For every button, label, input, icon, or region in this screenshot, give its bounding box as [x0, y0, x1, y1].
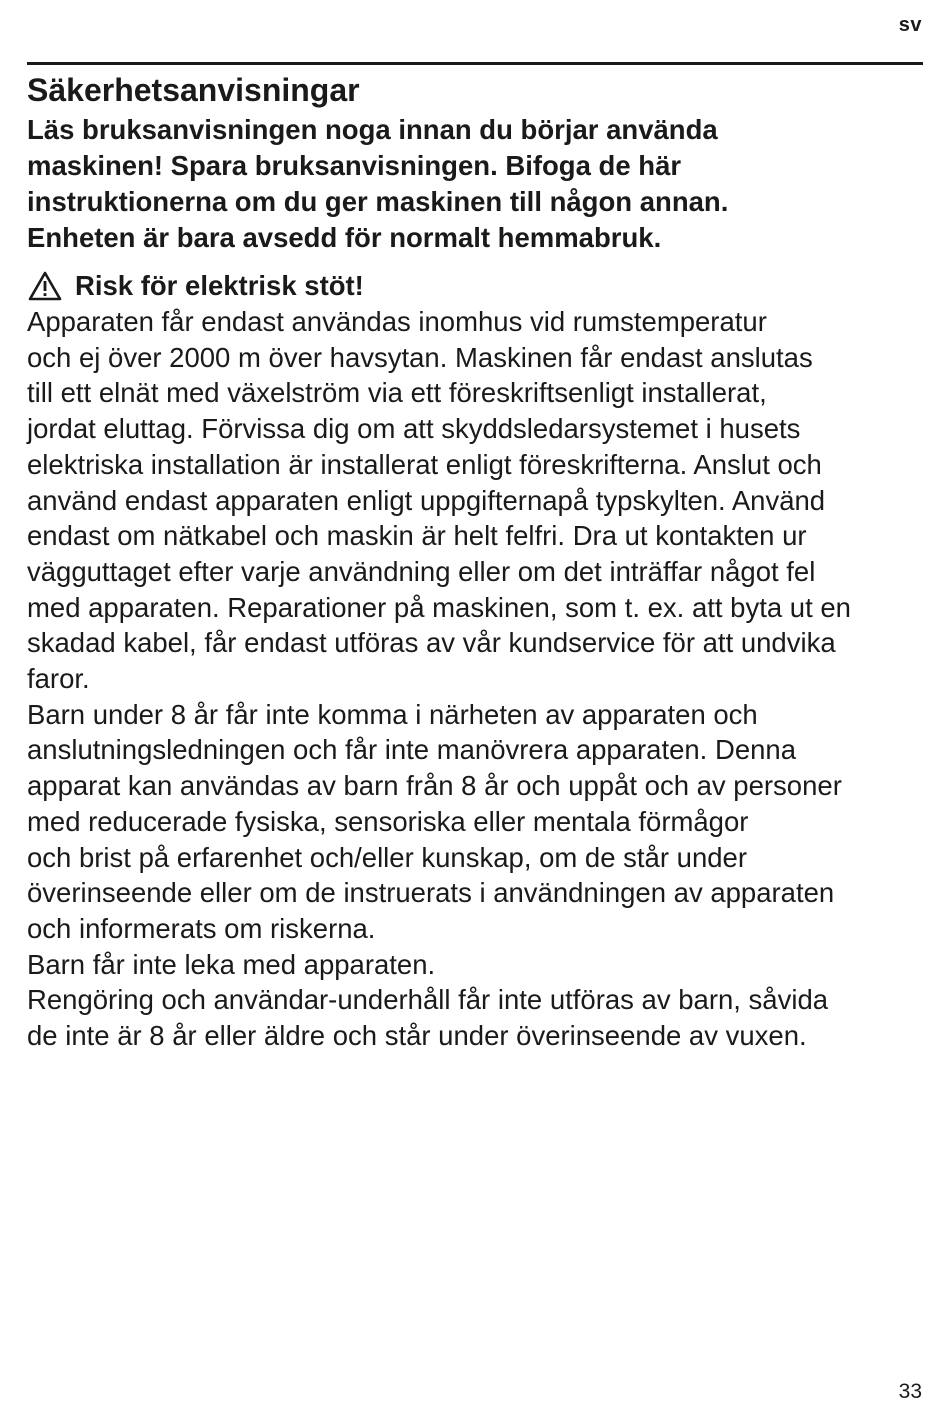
text-line: endast om nätkabel och maskin är helt felfri. Dra ut kontakten ur [27, 520, 807, 552]
text-line: elektriska installation är installerat enligt föreskrifterna. Anslut och [27, 448, 822, 480]
header-rule [27, 62, 923, 65]
language-code: sv [898, 14, 922, 36]
text-line: apparat kan användas av barn från 8 år och uppåt och av personer [27, 770, 842, 802]
intro-line: instruktionerna om du ger maskinen till någon annan. [27, 186, 729, 217]
intro-line: Läs bruksanvisningen noga innan du börjar använda [27, 114, 718, 145]
paragraph-cleaning [27, 982, 927, 1053]
paragraph-play [27, 947, 927, 983]
text-line: och informerats om riskerna. [27, 912, 376, 944]
paragraph-electrical [27, 304, 927, 697]
warning-heading [27, 268, 927, 304]
text-line: jordat eluttag. Förvissa dig om att skyddsledarsystemet i husets [27, 413, 801, 445]
warning-triangle-icon [27, 270, 63, 302]
intro-text [27, 112, 927, 256]
page-title: Säkerhetsanvisningar [27, 72, 360, 108]
text-line: vägguttaget efter varje användning eller om det inträffar något fel [27, 555, 816, 587]
text-line: faror. [27, 663, 90, 695]
page-number: 33 [898, 1380, 922, 1403]
page-content [27, 68, 927, 1054]
text-line: Rengöring och användar-underhåll får inte utföras av barn, såvida [27, 984, 829, 1016]
text-line: skadad kabel, får endast utföras av vår kundservice för att undvika [27, 627, 836, 659]
text-line: och brist på erfarenhet och/eller kunskap, om de står under [27, 841, 747, 873]
warning-text: Risk för elektrisk stöt! [75, 270, 364, 301]
text-line: överinseende eller om de instruerats i användningen av apparaten [27, 877, 835, 909]
text-line: använd endast apparaten enligt uppgifternapå typskylten. Använd [27, 484, 826, 516]
text-line: med apparaten. Reparationer på maskinen, som t. ex. att byta ut en [27, 591, 851, 623]
paragraph-children [27, 697, 927, 947]
text-line: Apparaten får endast användas inomhus vid rumstemperatur [27, 306, 767, 337]
text-line: de inte är 8 år eller äldre och står under överinseende av vuxen. [27, 1020, 807, 1052]
text-line: och ej över 2000 m över havsytan. Maskinen får endast anslutas [27, 341, 813, 373]
text-line: Barn får inte leka med apparaten. [27, 948, 436, 980]
intro-line: Enheten är bara avsedd för normalt hemmabruk. [27, 222, 662, 253]
text-line: anslutningsledningen och får inte manövrera apparaten. Denna [27, 734, 796, 766]
text-line: Barn under 8 år får inte komma i närheten av apparaten och [27, 698, 758, 730]
text-line: med reducerade fysiska, sensoriska eller mentala förmågor [27, 805, 749, 837]
text-line: till ett elnät med växelström via ett föreskriftsenligt installerat, [27, 377, 767, 409]
intro-line: maskinen! Spara bruksanvisningen. Bifoga de här [27, 150, 682, 181]
